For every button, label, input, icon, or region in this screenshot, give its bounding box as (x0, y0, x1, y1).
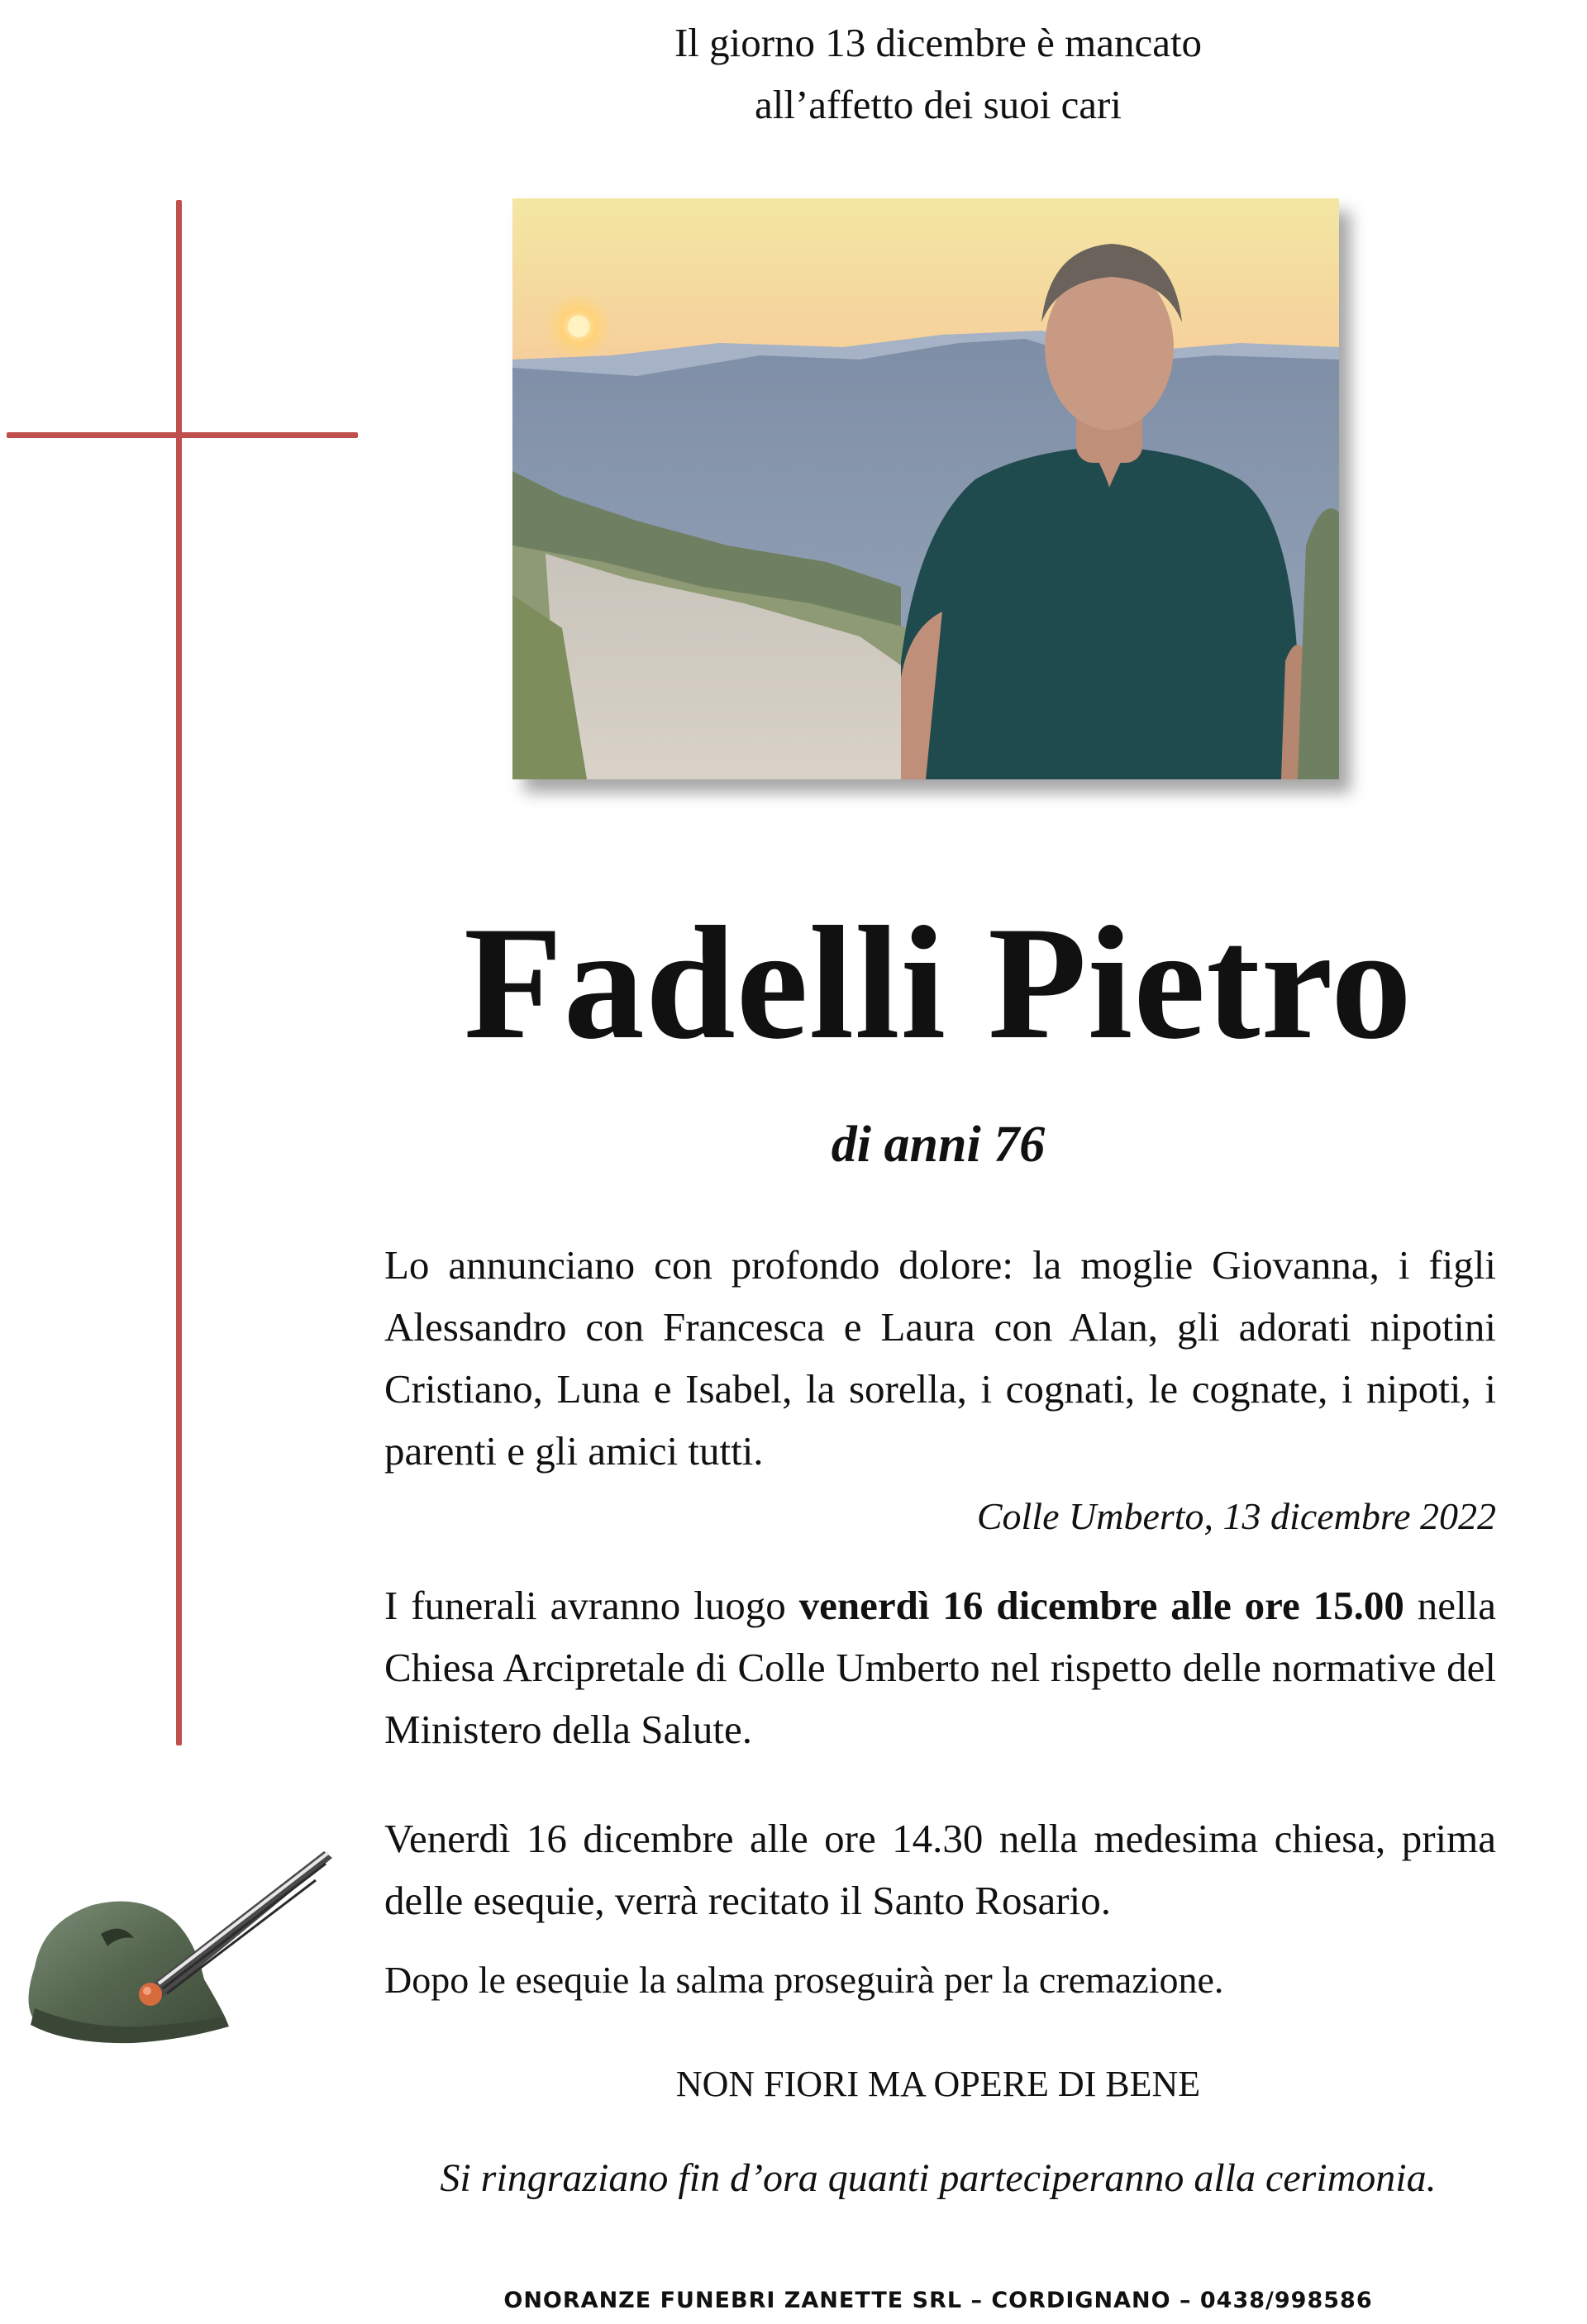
deceased-name: Fadelli Pietro (464, 893, 1413, 1073)
funeral-rest: nella Chiesa Arcipretale di Colle Umberto nel rispetto delle normative del Ministero della Salute. (384, 1583, 1496, 1752)
funeral-paragraph (384, 1574, 1496, 1760)
header-line-1: Il giorno 13 dicembre è mancato (674, 20, 1203, 65)
deceased-photo (512, 198, 1339, 779)
funeral-intro: I funerali avranno luogo (384, 1583, 799, 1628)
place-date: Colle Umberto, 13 dicembre 2022 (976, 1495, 1496, 1537)
alpine-hat-icon (18, 1843, 345, 2045)
header-line-2: all’affetto dei suoi cari (755, 82, 1122, 127)
funeral-datetime: venerdì 16 dicembre alle ore 15.00 (798, 1583, 1404, 1628)
announcement-paragraph: Lo annunciano con profondo dolore: la moglie Giovanna, i figli Alessandro con Francesca e Laura con Alan, gli adorati nipotini Cristiano, Luna e Isabel, la sorella, i cognati, le cognate, i nipoti, i parenti e gli amici tutti. (384, 1242, 1496, 1474)
cross-arm (7, 432, 358, 438)
flowers-notice: NON FIORI MA OPERE DI BENE (675, 2064, 1201, 2104)
cremation-line: Dopo le esequie la salma proseguirà per la cremazione. (384, 1959, 1224, 2001)
funeral-home-footer: ONORANZE FUNEBRI ZANETTE SRL – CORDIGNANO – 0438/998586 (503, 2288, 1373, 2313)
thanks-line: Si ringraziano fin d’ora quanti parteciperanno alla cerimonia. (440, 2156, 1437, 2200)
rosary-paragraph: Venerdì 16 dicembre alle ore 14.30 nella medesima chiesa, prima delle esequie, verrà recitato il Santo Rosario. (384, 1816, 1496, 1923)
age-line: di anni 76 (831, 1117, 1046, 1173)
